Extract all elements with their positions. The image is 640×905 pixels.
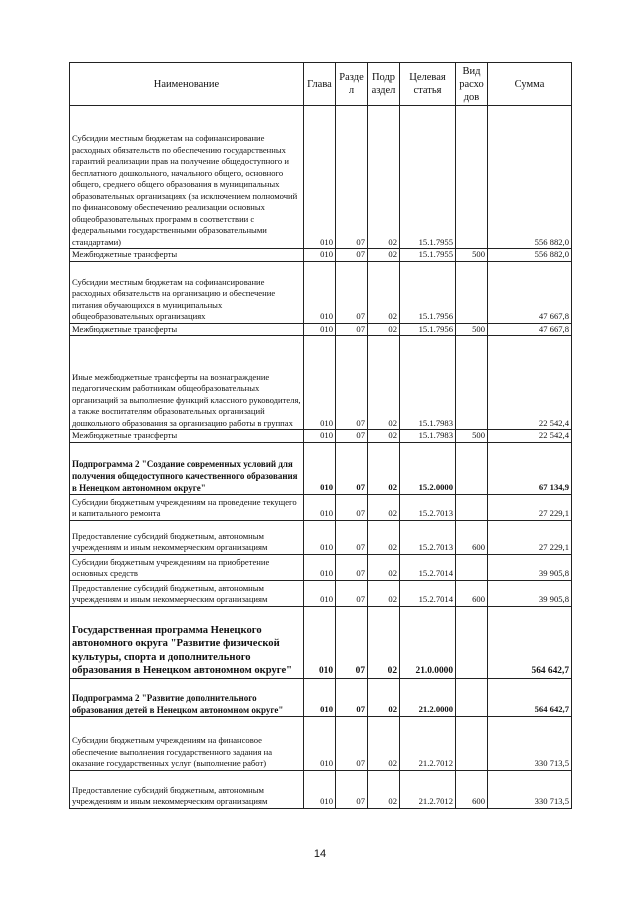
row-podrazdel: 02: [368, 770, 400, 808]
row-statya: 15.2.7013: [400, 520, 456, 554]
row-statya: 15.2.7013: [400, 494, 456, 520]
row-name: Предоставление субсидий бюджетным, автономным учреждениям и иным некоммерческим организациям: [70, 770, 304, 808]
table-row: [70, 261, 572, 323]
row-vid: 600: [456, 580, 488, 606]
row-razdel: 07: [336, 249, 368, 262]
table-row: [70, 716, 572, 770]
row-vid: [456, 606, 488, 678]
table-header-row: [70, 63, 572, 106]
row-name: Субсидии местным бюджетам на софинансирование расходных обязательств на организацию и обеспечение питания обучающихся в муниципальных общеобразовательных организациях: [70, 261, 304, 323]
row-vid: [456, 336, 488, 430]
row-vid: [456, 554, 488, 580]
row-glava: 010: [304, 249, 336, 262]
row-razdel: 07: [336, 261, 368, 323]
row-razdel: 07: [336, 520, 368, 554]
row-name: Межбюджетные трансферты: [70, 249, 304, 262]
row-statya: 15.1.7983: [400, 336, 456, 430]
row-vid: 500: [456, 430, 488, 443]
row-podrazdel: 02: [368, 261, 400, 323]
row-glava: 010: [304, 336, 336, 430]
row-name: Субсидии бюджетным учреждениям на финансовое обеспечение выполнения государственного задания на оказание государственных услуг (выполнение работ): [70, 716, 304, 770]
table-row: [70, 678, 572, 716]
row-summa: 47 667,8: [488, 261, 572, 323]
row-summa: 22 542,4: [488, 430, 572, 443]
row-summa: 39 905,8: [488, 554, 572, 580]
row-podrazdel: 02: [368, 249, 400, 262]
row-razdel: 07: [336, 770, 368, 808]
row-vid: [456, 106, 488, 249]
row-razdel: 07: [336, 106, 368, 249]
row-vid: [456, 494, 488, 520]
row-statya: 21.2.7012: [400, 716, 456, 770]
row-statya: 15.1.7955: [400, 249, 456, 262]
header-vid: Вид расхо дов: [456, 63, 488, 106]
row-vid: 600: [456, 520, 488, 554]
row-razdel: 07: [336, 606, 368, 678]
row-glava: 010: [304, 554, 336, 580]
row-razdel: 07: [336, 678, 368, 716]
row-podrazdel: 02: [368, 678, 400, 716]
row-glava: 010: [304, 678, 336, 716]
row-glava: 010: [304, 580, 336, 606]
row-summa: 27 229,1: [488, 520, 572, 554]
row-vid: 600: [456, 770, 488, 808]
row-razdel: 07: [336, 442, 368, 494]
table-row: [70, 580, 572, 606]
row-summa: 330 713,5: [488, 716, 572, 770]
row-glava: 010: [304, 106, 336, 249]
row-vid: [456, 678, 488, 716]
row-name: Подпрограмма 2 "Создание современных условий для получения общедоступного качественного образования в Ненецком автономном округе": [70, 442, 304, 494]
row-razdel: 07: [336, 494, 368, 520]
row-statya: 15.1.7956: [400, 323, 456, 336]
row-name: Иные межбюджетные трансферты на вознаграждение педагогическим работникам общеобразовательных организаций за выполнение функций классного руководителя, а также воспитателям образовательных организаций дошкольного образования за организацию работы в группах: [70, 336, 304, 430]
row-podrazdel: 02: [368, 106, 400, 249]
row-podrazdel: 02: [368, 494, 400, 520]
row-glava: 010: [304, 494, 336, 520]
row-statya: 15.2.7014: [400, 580, 456, 606]
row-podrazdel: 02: [368, 554, 400, 580]
row-razdel: 07: [336, 716, 368, 770]
row-statya: 21.2.0000: [400, 678, 456, 716]
row-name: Субсидии бюджетным учреждениям на проведение текущего и капитального ремонта: [70, 494, 304, 520]
row-summa: 39 905,8: [488, 580, 572, 606]
row-summa: 67 134,9: [488, 442, 572, 494]
row-statya: 15.2.0000: [400, 442, 456, 494]
row-statya: 21.0.0000: [400, 606, 456, 678]
row-summa: 22 542,4: [488, 336, 572, 430]
header-summa: Сумма: [488, 63, 572, 106]
table-row: [70, 249, 572, 262]
header-razdel: Разде л: [336, 63, 368, 106]
row-name: Субсидии местным бюджетам на софинансирование расходных обязательств по обеспечению государственных гарантий реализации прав на получение общедоступного и бесплатного дошкольного, начального общего, основного общего, среднего общего образования в муниципальных образовательных организациях (за исключением полномочий по финансовому обеспечению реализации основных общеобразовательных программ в соответствии с федеральными государственными образовательными стандартами): [70, 106, 304, 249]
row-glava: 010: [304, 520, 336, 554]
table-row: [70, 554, 572, 580]
row-statya: 21.2.7012: [400, 770, 456, 808]
row-name: Государственная программа Ненецкого автономного округа "Развитие физической культуры, спорта и дополнительного образования в Ненецком автономном округе": [70, 606, 304, 678]
row-vid: [456, 716, 488, 770]
row-podrazdel: 02: [368, 430, 400, 443]
header-name: Наименование: [70, 63, 304, 106]
table-row: [70, 442, 572, 494]
row-vid: 500: [456, 323, 488, 336]
row-name: Предоставление субсидий бюджетным, автономным учреждениям и иным некоммерческим организациям: [70, 520, 304, 554]
row-vid: [456, 442, 488, 494]
row-glava: 010: [304, 716, 336, 770]
budget-table: [69, 62, 572, 809]
row-summa: 47 667,8: [488, 323, 572, 336]
row-podrazdel: 02: [368, 580, 400, 606]
row-podrazdel: 02: [368, 336, 400, 430]
row-razdel: 07: [336, 580, 368, 606]
row-statya: 15.2.7014: [400, 554, 456, 580]
row-glava: 010: [304, 430, 336, 443]
table-row: [70, 520, 572, 554]
table-row: [70, 323, 572, 336]
row-glava: 010: [304, 261, 336, 323]
table-row: [70, 106, 572, 249]
row-podrazdel: 02: [368, 520, 400, 554]
header-podrazdel: Подр аздел: [368, 63, 400, 106]
row-statya: 15.1.7956: [400, 261, 456, 323]
table-row: [70, 770, 572, 808]
row-vid: [456, 261, 488, 323]
table-row: [70, 494, 572, 520]
row-razdel: 07: [336, 323, 368, 336]
row-name: Межбюджетные трансферты: [70, 430, 304, 443]
header-glava: Глава: [304, 63, 336, 106]
row-summa: 556 882,0: [488, 106, 572, 249]
row-podrazdel: 02: [368, 323, 400, 336]
row-summa: 564 642,7: [488, 606, 572, 678]
row-razdel: 07: [336, 336, 368, 430]
row-podrazdel: 02: [368, 442, 400, 494]
row-name: Подпрограмма 2 "Развитие дополнительного образования детей в Ненецком автономном округе": [70, 678, 304, 716]
row-name: Субсидии бюджетным учреждениям на приобретение основных средств: [70, 554, 304, 580]
row-glava: 010: [304, 323, 336, 336]
row-summa: 330 713,5: [488, 770, 572, 808]
table-row: [70, 430, 572, 443]
row-razdel: 07: [336, 554, 368, 580]
row-summa: 27 229,1: [488, 494, 572, 520]
row-podrazdel: 02: [368, 606, 400, 678]
page-number: 14: [313, 848, 327, 860]
row-name: Предоставление субсидий бюджетным, автономным учреждениям и иным некоммерческим организациям: [70, 580, 304, 606]
row-summa: 564 642,7: [488, 678, 572, 716]
table-row: [70, 336, 572, 430]
row-glava: 010: [304, 606, 336, 678]
row-glava: 010: [304, 442, 336, 494]
row-podrazdel: 02: [368, 716, 400, 770]
row-glava: 010: [304, 770, 336, 808]
header-statya: Целевая статья: [400, 63, 456, 106]
row-summa: 556 882,0: [488, 249, 572, 262]
table-row: [70, 606, 572, 678]
row-statya: 15.1.7983: [400, 430, 456, 443]
row-statya: 15.1.7955: [400, 106, 456, 249]
row-razdel: 07: [336, 430, 368, 443]
row-name: Межбюджетные трансферты: [70, 323, 304, 336]
row-vid: 500: [456, 249, 488, 262]
